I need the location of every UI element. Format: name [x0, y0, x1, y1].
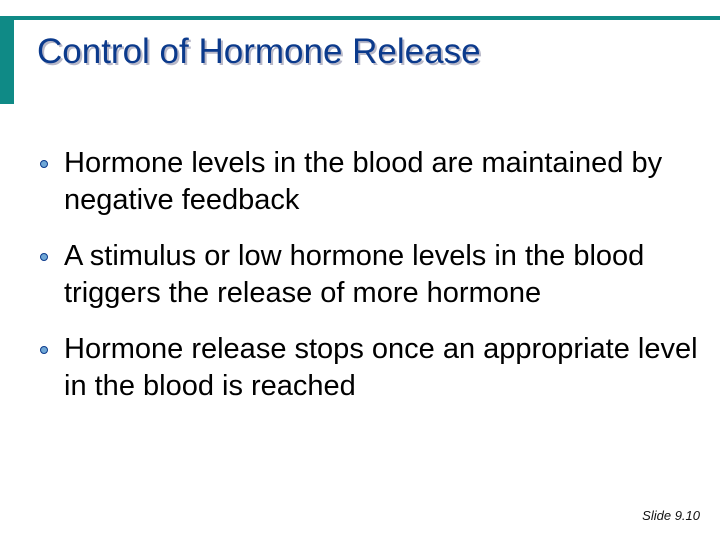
circle-bullet-icon — [40, 346, 48, 354]
slide-title: Control of Hormone Release — [37, 32, 481, 71]
bullet-text: Hormone release stops once an appropriate level in the blood is reached — [64, 333, 698, 402]
circle-bullet-icon — [40, 160, 48, 168]
accent-bar-horizontal — [14, 16, 720, 20]
bullet-text: A stimulus or low hormone levels in the blood triggers the release of more hormone — [64, 240, 645, 309]
bullet-item — [38, 238, 698, 312]
accent-bar-vertical — [0, 16, 14, 104]
bullet-item — [38, 331, 698, 405]
bullet-item — [38, 145, 698, 219]
bullet-list — [38, 145, 698, 424]
circle-bullet-icon — [40, 253, 48, 261]
slide-number: Slide 9.10 — [642, 508, 700, 523]
bullet-text: Hormone levels in the blood are maintained by negative feedback — [64, 147, 663, 216]
